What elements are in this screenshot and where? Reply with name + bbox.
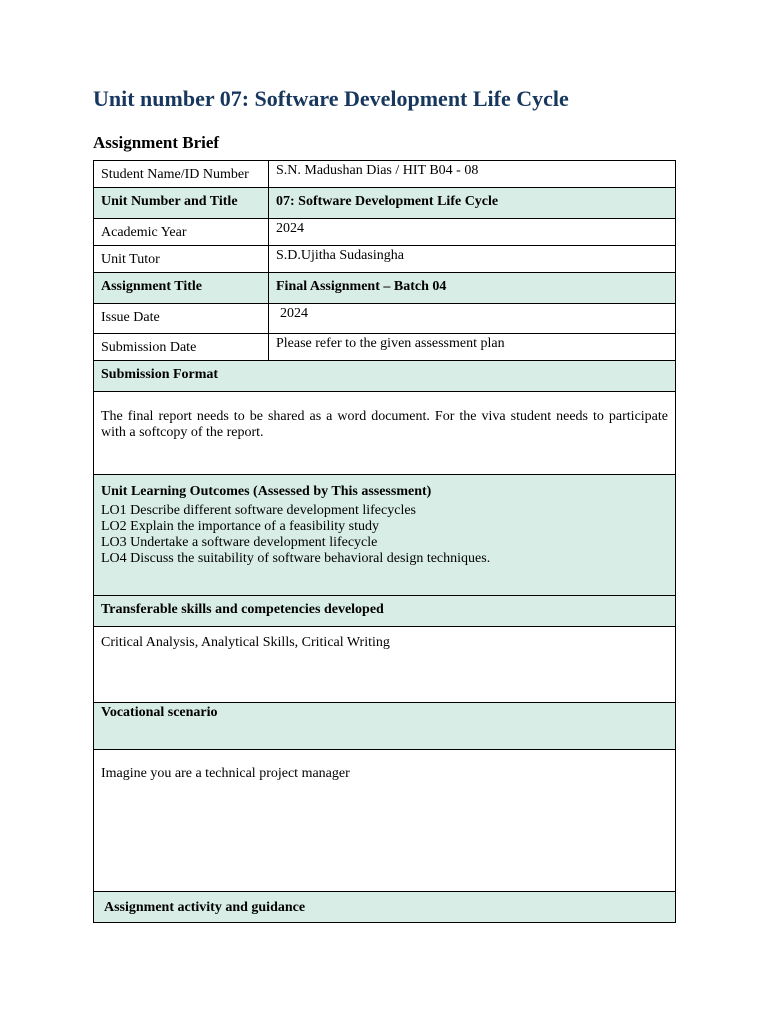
scenario-heading: Vocational scenario — [94, 703, 676, 750]
submission-date-label: Submission Date — [94, 334, 269, 361]
unit-value: 07: Software Development Life Cycle — [269, 188, 676, 219]
submission-date-value: Please refer to the given assessment plan — [269, 334, 676, 361]
student-label: Student Name/ID Number — [94, 161, 269, 188]
academic-year-label: Academic Year — [94, 219, 269, 246]
scenario-body: Imagine you are a technical project manager — [94, 750, 676, 892]
student-value: S.N. Madushan Dias / HIT B04 - 08 — [269, 161, 676, 188]
skills-heading: Transferable skills and competencies developed — [94, 596, 676, 627]
tutor-value: S.D.Ujitha Sudasingha — [269, 246, 676, 273]
row-unit — [94, 188, 676, 219]
learning-outcome-item: LO4 Discuss the suitability of software behavioral design techniques. — [101, 551, 491, 566]
submission-format-body: The final report needs to be shared as a word document. For the viva student needs to participate with a softcopy of the report. — [94, 392, 676, 475]
academic-year-value: 2024 — [269, 219, 676, 246]
learning-outcome-item: LO2 Explain the importance of a feasibility study — [101, 519, 379, 534]
unit-label: Unit Number and Title — [94, 188, 269, 219]
row-skills-body — [94, 627, 676, 703]
row-submission-format-heading — [94, 361, 676, 392]
row-learning-outcomes — [94, 475, 676, 596]
row-submission-date — [94, 334, 676, 361]
issue-date-label: Issue Date — [94, 304, 269, 334]
learning-outcomes-heading: Unit Learning Outcomes (Assessed by This assessment) — [101, 484, 432, 499]
learning-outcomes-list — [101, 503, 668, 567]
learning-outcome-item: LO1 Describe different software development lifecycles — [101, 503, 416, 518]
row-activity-heading — [94, 892, 676, 923]
row-academic-year — [94, 219, 676, 246]
activity-heading: Assignment activity and guidance — [94, 892, 676, 923]
learning-outcome-item: LO3 Undertake a software development lifecycle — [101, 535, 378, 550]
learning-outcomes-cell — [94, 475, 676, 596]
assignment-title-label: Assignment Title — [94, 273, 269, 304]
row-scenario-body — [94, 750, 676, 892]
submission-format-heading: Submission Format — [94, 361, 676, 392]
assignment-brief-table — [93, 160, 676, 923]
row-skills-heading — [94, 596, 676, 627]
row-issue-date — [94, 304, 676, 334]
issue-date-value: 2024 — [269, 304, 676, 334]
row-scenario-heading — [94, 703, 676, 750]
assignment-title-value: Final Assignment – Batch 04 — [269, 273, 676, 304]
tutor-label: Unit Tutor — [94, 246, 269, 273]
skills-body: Critical Analysis, Analytical Skills, Critical Writing — [94, 627, 676, 703]
row-tutor — [94, 246, 676, 273]
row-submission-format-body — [94, 392, 676, 475]
assignment-brief-heading: Assignment Brief — [93, 133, 220, 152]
row-student — [94, 161, 676, 188]
row-assignment-title — [94, 273, 676, 304]
page-title: Unit number 07: Software Development Life Cycle — [93, 86, 569, 111]
